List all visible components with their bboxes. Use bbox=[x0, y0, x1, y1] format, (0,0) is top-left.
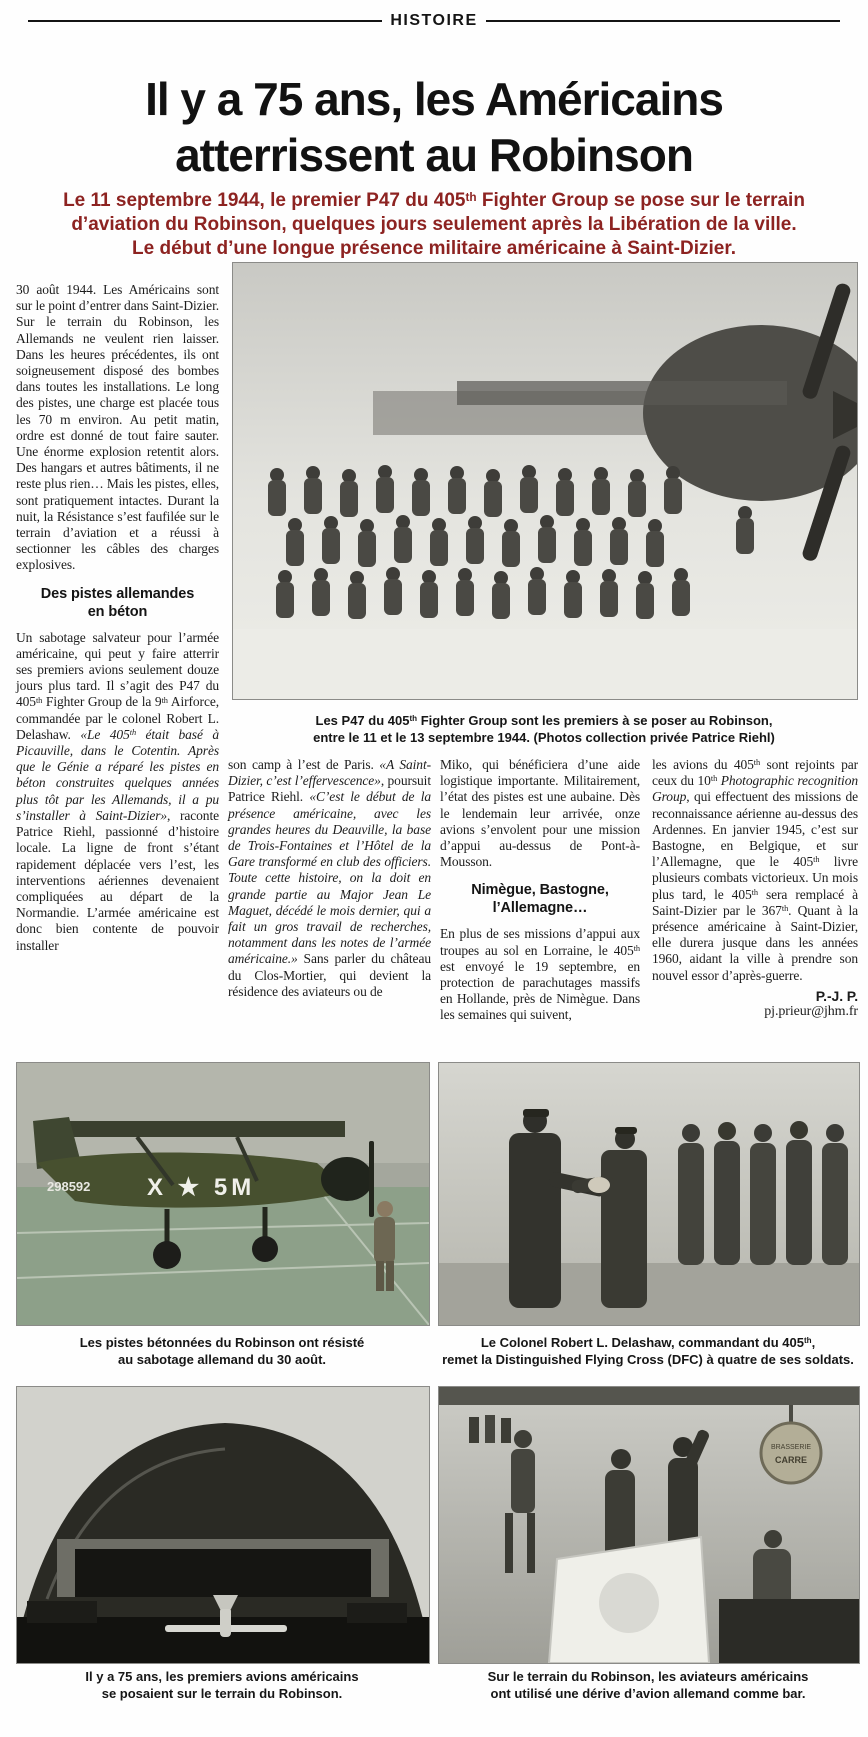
photo-bar-art bbox=[439, 1387, 859, 1663]
photo-bar-scene bbox=[438, 1386, 860, 1664]
photo-dfc-ceremony bbox=[438, 1062, 860, 1326]
column-1 bbox=[16, 282, 219, 954]
caption-hangar: Il y a 75 ans, les premiers avions américains se posaient sur le terrain du Robinson. bbox=[85, 1669, 359, 1701]
photo-pilots-group-art bbox=[233, 263, 857, 699]
column-2 bbox=[228, 757, 431, 1000]
caption-bar: Sur le terrain du Robinson, les aviateurs américains ont utilisé une dérive d’avion allemand comme bar. bbox=[487, 1669, 809, 1701]
caption-piper: Les pistes bétonnées du Robinson ont résisté au sabotage allemand du 30 août. bbox=[79, 1335, 365, 1367]
crosshead-pistes-allemandes: Des pistes allemandes en béton bbox=[40, 585, 195, 620]
byline: P.-J. P. bbox=[815, 987, 858, 1004]
paragraph: les avions du 405th sont rejoints par ceux du 10th Photographic recognition Group, qui effectuent des missions de reconnaissance aérienne au-dessus des Ardennes. En janvier 1945, c’est sur Bastogne, en Belgique, et sur l’Allemagne, que le 405th livre plusieurs combats victorieux. Un mois plus tard, le 405th sera remplacé à Saint-Dizier par le 367th. Quant à la présence américaine à Saint-Dizier, elle durera jusque dans les années 1960, aidant la ville à prendre son nouvel essor d’après-guerre. bbox=[652, 757, 859, 983]
photo-dfc-art bbox=[439, 1063, 859, 1325]
paragraph: son camp à l’est de Paris. «A Saint-Dizier, c’est l’effervescence», poursuit Patrice Riehl. «C’est le début de la présence américaine, avec les grandes heures du Deauville, la base de Trois-Fontaines et l’Hôtel de la Gare transformé en club des officiers. Toute cette histoire, on la doit en grande partie au Major Jean Le Maguet, décédé le mois dernier, qui a fait un gros travail de recherches, notamment dans les notes de l’armée américaine.» Sans parler du château du Clos-Mortier, qui devient la résidence des aviateurs ou de bbox=[228, 757, 432, 999]
paragraph: 30 août 1944. Les Américains sont sur le point d’entrer dans Saint-Dizier. Sur le terrain du Robinson, les Allemands ne veulent rien laisser. Dans les heures précédentes, ils ont soigneusement disposé des bombes dans toutes les installations. Le long des pistes, une charge est placée tous les 70 m environ. Au petit matin, ordre est donné de tout faire sauter. Une énorme explosion retentit alors. Des hangars et autres bâtiments, il ne reste plus rien… Mais les pistes, elles, sont pratiquement intactes. Durant la nuit, la Résistance s’est faufilée sur le terrain d’aviation et a réussi à sectionner les câbles des charges explosives. bbox=[16, 282, 219, 573]
photo-hangar bbox=[16, 1386, 430, 1664]
section-title: HISTOIRE bbox=[390, 12, 478, 29]
column-3 bbox=[440, 757, 640, 1024]
column-4 bbox=[652, 757, 858, 1020]
headline: Il y a 75 ans, les Américains atterrissent au Robinson bbox=[145, 72, 723, 181]
bar-sign-line2: CARRE bbox=[774, 1455, 808, 1465]
plane-marking-serial: 298592 bbox=[47, 1179, 91, 1194]
caption-pilots-group: Les P47 du 405th Fighter Group sont les premiers à se poser au Robinson, entre le 11 et le 13 septembre 1944. (Photos collection privée Patrice Riehl) bbox=[313, 713, 775, 745]
plane-marking-code: X ★ 5M bbox=[147, 1174, 256, 1201]
crosshead-nimegue-bastogne: Nimègue, Bastogne, l’Allemagne… bbox=[471, 882, 609, 917]
author-email[interactable]: pj.prieur@jhm.fr bbox=[764, 1004, 858, 1020]
caption-dfc: Le Colonel Robert L. Delashaw, commandant du 405th, remet la Distinguished Flying Cross (DFC) à quatre de ses soldats. bbox=[442, 1335, 854, 1367]
paragraph: Miko, qui bénéficiera d’une aide logistique importante. Militairement, l’état des pistes est une aubaine. Dès le lendemain leur arrivée, onze avions s’envolent pour une mission d’appui au-dessus de Pont-à-Mousson. bbox=[440, 757, 640, 870]
bar-sign-line1: BRASSERIE bbox=[770, 1444, 812, 1451]
standfirst: Le 11 septembre 1944, le premier P47 du 405th Fighter Group se pose sur le terrain d’aviation du Robinson, quelques jours seulement après la Libération de la ville. Le début d’une longue présence militaire américaine à Saint-Dizier. bbox=[63, 190, 805, 259]
paragraph: Un sabotage salvateur pour l’armée américaine, qui peut y faire atterrir ses premiers avions seulement douze jours plus tard. Il s’agit des P47 du 405th Fighter Group de la 9th Airforce, commandée par le colonel Robert L. Delashaw. «Le 405th était basé à Picauville, dans le Cotentin. Après que le Génie a réparé les pistes en béton construites quelques années plus tôt par les Allemands, il a pu s’installer à Saint-Dizier», raconte Patrice Riehl, passionné d’histoire locale. La ligne de front s’étant rapidement déplacée vers l’est, les interventions aériennes devenaient compliquées au départ de la Normandie. L’armée américaine est donc bien contente de pouvoir installer bbox=[16, 629, 219, 953]
photo-hangar-art bbox=[17, 1387, 429, 1663]
paragraph: En plus de ses missions d’appui aux troupes au sol en Lorraine, le 405th est envoyé le 19 septembre, en protection de parachutages massifs en Hollande, près de Nimègue. Dans les semaines qui suivent, bbox=[440, 926, 640, 1023]
kicker-rule-left bbox=[28, 20, 382, 22]
section-header bbox=[28, 12, 840, 30]
photo-piper-plane bbox=[16, 1062, 430, 1326]
kicker-rule-right bbox=[486, 20, 840, 22]
photo-piper-art bbox=[17, 1063, 429, 1325]
photo-pilots-group bbox=[232, 262, 858, 700]
